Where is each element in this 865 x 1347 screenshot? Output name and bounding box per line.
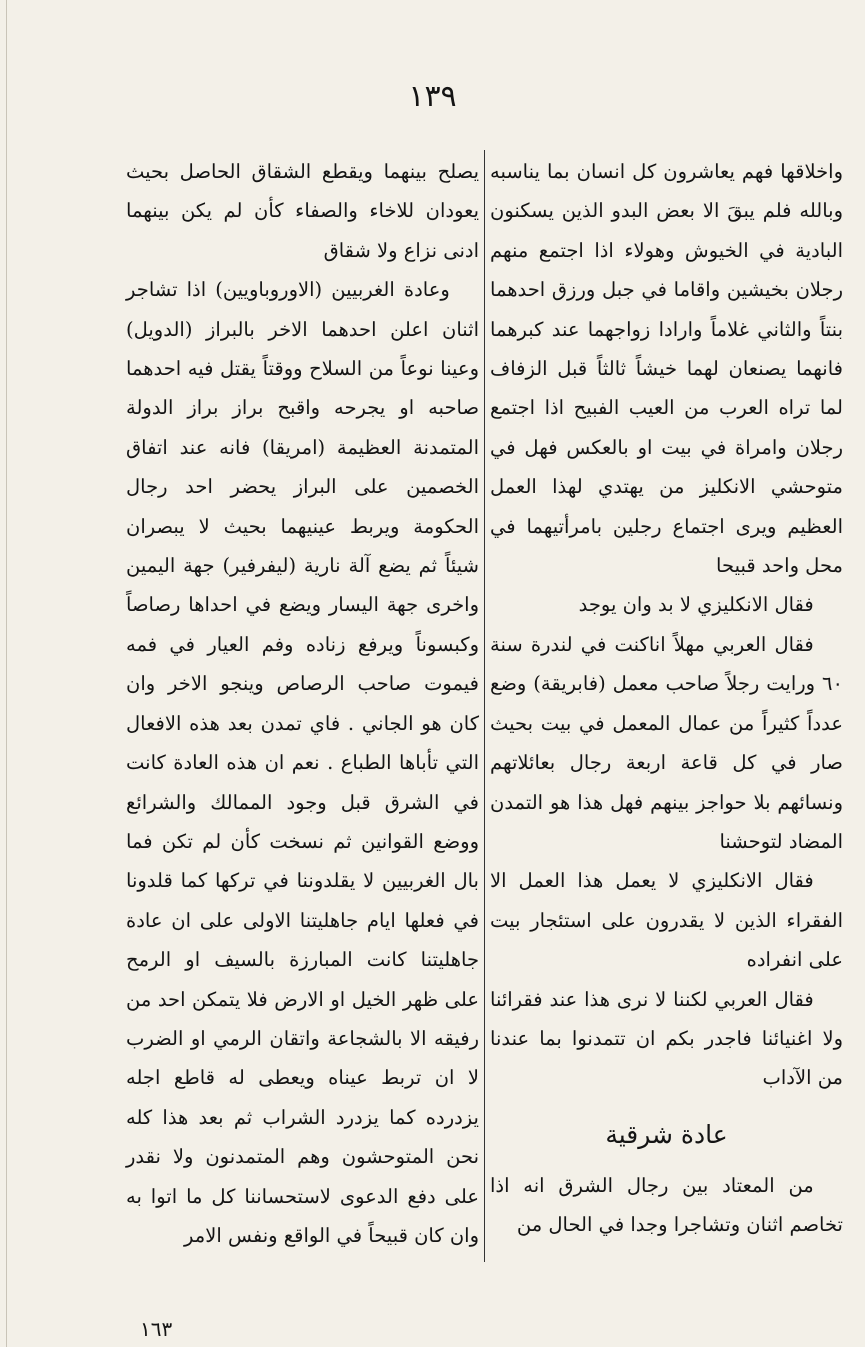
paragraph: وعادة الغربيين (الاوروباويين) اذا تشاجر اثنان اعلن احدهما الاخر بالبراز (الدويل) وعينا نوعاً من السلاح ووقتاً يقتل فيه احدهما صاحبه او يجرحه واقبح براز براز الدولة المتمدنة العظيمة (امريقا) فانه عند اتفاق الخصمين على البراز يحضر احد رجال الحكومة ويربط عينيهما بحيث لا يبصران شيئاً ثم يضع آلة نارية (ليفرفير) جهة اليمين واخرى جهة اليسار ويضع في احداها رصاصاً وكبسوناً ويرفع زناده وفم العيار في فمه فيموت صاحب الرصاص وينجو الاخر وان كان هو الجاني . فاي تمدن بعد هذه الافعال التي تأباها الطباع . نعم ان هذه العادة كانت في الشرق قبل وجود الممالك والشرائع ووضع القوانين ثم نسخت كأن لم تكن فما بال الغربيين لا يقلدوننا في تركها كما قلدونا في فعلها ايام جاهليتنا الاولى على ان عادة جاهليتنا كانت المبارزة بالسيف او الرمح على ظهر الخيل او الارض فلا يتمكن احد من رفيقه الا بالشجاعة واتقان الرمي او الضرب لا ان تربط عيناه ويعطى له قاطع اجله يزدرده كما يزدرد الشراب ثم بعد هذا كله نحن المتوحشون وهم المتمدنون ولا نقدر على دفع الدعوى لاستحساننا كل ما اتوا به وان كان قبيحاً في الواقع ونفس الامر <box>126 278 479 1247</box>
paragraph: من المعتاد بين رجال الشرق انه اذا تخاصم اثنان وتشاجرا وجدا في الحال من <box>490 1173 843 1237</box>
left-column <box>126 152 479 1255</box>
right-column <box>490 152 843 1245</box>
page-edge-line <box>6 0 7 1347</box>
paragraph: فقال العربي لكننا لا نرى هذا عند فقرائنا ولا اغنيائنا فاجدر بكم ان تتمدنوا بما عندنا من الآداب <box>490 987 843 1090</box>
page-number: ١٣٩ <box>408 79 457 114</box>
paragraph: يصلح بينهما ويقطع الشقاق الحاصل بحيث يعودان للاخاء والصفاء كأن لم يكن بينهما ادنى نزاع ولا شقاق <box>126 160 479 262</box>
section-heading: عادة شرقية <box>605 1119 728 1149</box>
paragraph: فقال العربي مهلاً اناكنت في لندرة سنة ٦٠ ورايت رجلاً صاحب معمل (فابريقة) وضع عدداً كثيراً من عمال المعمل في بيت بحيث صار في كل قاعة اربعة رجال بعائلاتهم ونسائهم بلا حواجز بينهم فهل هذا هو التمدن المضاد لتوحشنا <box>490 632 843 853</box>
paragraph: واخلاقها فهم يعاشرون كل انسان بما يناسبه وبالله فلم يبقَ الا بعض البدو الذين يسكنون البادية في الخيوش وهولاء اذا اجتمع منهم رجلان بخيشين واقاما في جبل ورزق احدهما بنتاً والثاني غلاماً وارادا زواجهما عند كبرهما فانهما يصنعان لهما خيشاً ثالثاً قبل الزفاف لما تراه العرب من العيب الفبيح اذا اجتمع رجلان وامراة في بيت او بالعكس فهل في متوحشي الانكليز من يهتدي لهذا العمل العظيم ويرى اجتماع رجلين بامرأتيهما في محل واحد قبيحا <box>490 160 843 578</box>
paragraph: فقال الانكليزي لا بد وان يوجد <box>578 593 814 617</box>
signature-number: ١٦٣ <box>140 1317 173 1341</box>
column-divider <box>484 150 485 1262</box>
paragraph: فقال الانكليزي لا يعمل هذا العمل الا الفقراء الذين لا يقدرون على استئجار بيت على انفراده <box>490 869 843 972</box>
